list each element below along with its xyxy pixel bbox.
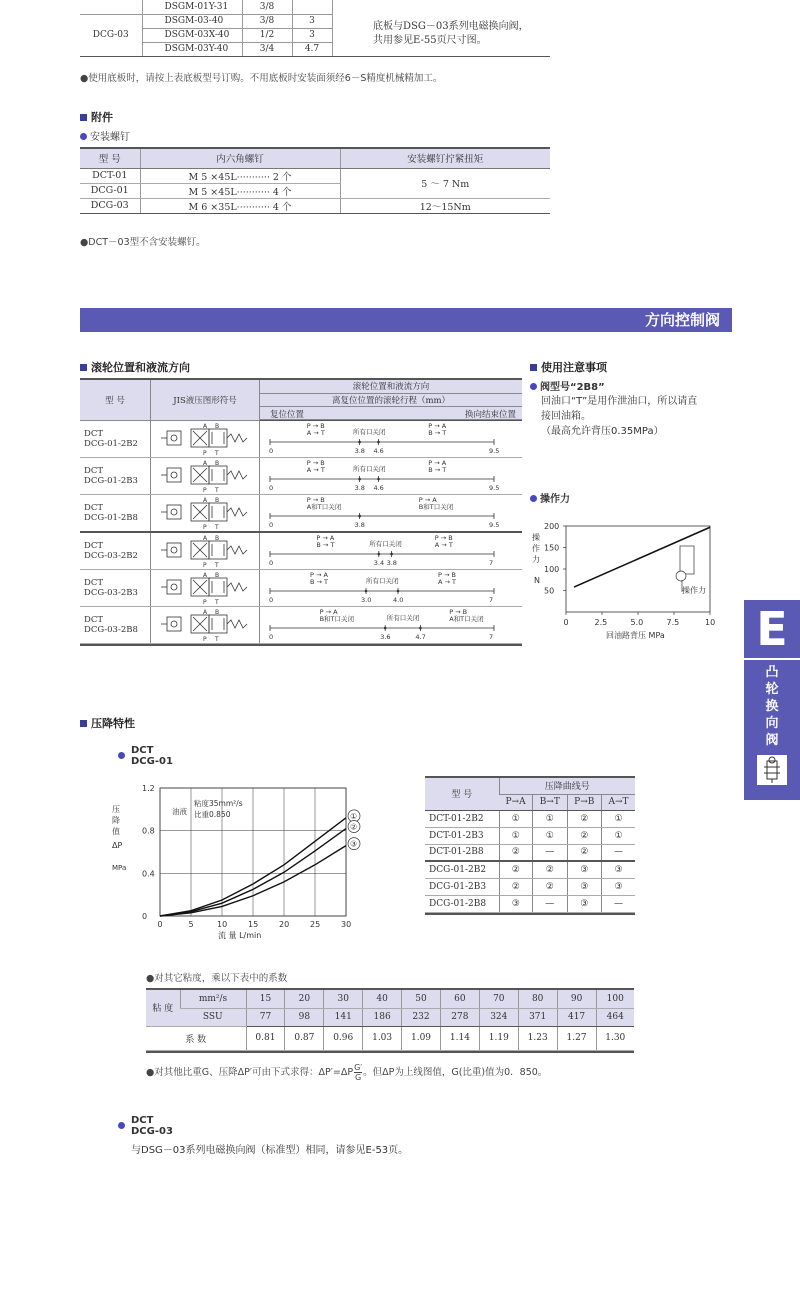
valve-sketch-icon: [680, 546, 694, 574]
svg-text:A → T: A → T: [306, 465, 325, 474]
pressure-drop-chart: [110, 780, 380, 945]
pd-ylabel-char: 值: [112, 827, 120, 836]
screw-note: ●DCT－03型不含安装螺钉。: [80, 237, 206, 248]
jis-symbol-icon: [151, 533, 259, 569]
table-row: SSU 77 98 141 186 232 278 324 371 417 464: [146, 1008, 634, 1026]
pd-density-label: 比重0.850: [194, 810, 231, 819]
svg-text:B: B: [215, 496, 220, 504]
svg-text:B和T口关闭: B和T口关闭: [319, 614, 355, 623]
pd-series-label: ①: [350, 811, 358, 821]
svg-text:4.6: 4.6: [373, 483, 384, 492]
pd-x-tick-label: 5: [188, 920, 194, 929]
roller-sketch-icon: [676, 571, 686, 581]
viscosity-table-block: [146, 988, 634, 1053]
svg-text:所有口关闭: 所有口关闭: [386, 613, 420, 622]
svg-text:B: B: [215, 422, 220, 430]
svg-text:A → T: A → T: [306, 428, 325, 437]
roller-header-positions: 复位位置 换向结束位置: [260, 406, 523, 419]
svg-text:T: T: [215, 449, 219, 457]
pd-ylabel-char: 压: [112, 805, 120, 814]
svg-text:A: A: [203, 496, 208, 504]
svg-text:B → T: B → T: [428, 428, 447, 437]
svg-text:P → A: P → A: [418, 495, 437, 504]
pd-x-tick-label: 0: [157, 920, 163, 929]
svg-text:9.5: 9.5: [489, 520, 500, 529]
roller-header-main: 滚轮位置和液流方向: [260, 380, 523, 393]
screw-header-torque: 安装螺钉拧紧扭矩: [340, 148, 550, 168]
table-row: DCT-01-2B8 ② — ② —: [425, 844, 635, 861]
svg-text:T: T: [215, 486, 219, 494]
bullet-dot-icon: [118, 1122, 125, 1129]
force-y-tick-label: 200: [544, 522, 560, 531]
viscosity-note: ●对其它粘度，乘以下表中的系数: [146, 973, 288, 984]
svg-text:P → A: P → A: [310, 570, 328, 579]
svg-text:P → A: P → A: [316, 533, 335, 542]
svg-text:P → A: P → A: [428, 458, 447, 467]
roller-row: DCT DCG-03-2B8 A B P T 0 3.6 4.7 7 P → A B和T口关闭 所有口关闭 P → B A和T口关闭: [80, 606, 522, 643]
formula-fraction: $\frac{G'}{G}$: [354, 1063, 363, 1082]
svg-text:4.6: 4.6: [373, 446, 384, 455]
roller-row: DCT DCG-03-2B2 A B P T 0 3.4 3.8 7 P → A B → T 所有口关闭 P → B A → T: [80, 532, 522, 570]
section-banner: 方向控制阀: [80, 308, 732, 332]
svg-text:P → B: P → B: [438, 570, 456, 579]
bullet-dot-icon: [80, 133, 87, 140]
pd-xlabel: 流 量 L/min: [218, 931, 262, 940]
remark-line-2: 共用参见E-55页尺寸图。: [373, 35, 487, 46]
pd-x-tick-label: 10: [217, 920, 228, 929]
svg-text:P → B: P → B: [306, 421, 325, 430]
table-row: DCG-01-2B8 ③ — ③ —: [425, 895, 635, 912]
jis-symbol-icon: [151, 570, 259, 606]
bullet-dot-icon: [530, 383, 537, 390]
stroke-diagram: [260, 533, 522, 569]
svg-text:B → T: B → T: [310, 577, 329, 586]
formula-note: ●对其他比重G、压降ΔP′可由下式求得：ΔP′=ΔP $\frac{G'}{G}$ 。但ΔP为上线图值，G(比重)值为0．850。: [146, 1063, 548, 1082]
roller-table: [80, 380, 522, 644]
force-title: 操作力: [530, 490, 570, 505]
svg-text:B: B: [215, 608, 220, 616]
svg-text:T: T: [215, 598, 219, 606]
accessories-subtitle: 安装螺钉: [80, 128, 130, 143]
curve-table: 型 号 压降曲线号 P→A B→T P→B A→T DCT-01-2B2 ① ① ② ① DCT-01-2B3 ① ① ② ① DCT-01-2B8 ② — ② — DCG-01-2B2 ② ② ③ ③ DCG-01-2B3 ② ② ③ ③ DCG-01-2B8 ③ — ③ —: [425, 778, 635, 913]
pd-visc-label: 粘度35mm²/s: [194, 799, 243, 808]
force-ylabel-char: 作: [532, 544, 540, 553]
force-y-tick-label: 50: [544, 586, 555, 596]
side-tab-text: 凸 轮 换 向 阀: [765, 665, 779, 748]
svg-text:7: 7: [489, 595, 494, 604]
stroke-diagram: [260, 607, 522, 643]
table-row: DSGM-01Y-31 3/8: [80, 0, 550, 14]
table-row: 粘 度 mm²/s 15 20 30 40 50 60 70 80 90 100: [146, 990, 634, 1008]
pd-series-label: ③: [350, 839, 358, 849]
force-chart: [526, 510, 732, 642]
section-square-icon: [530, 364, 537, 371]
svg-text:P: P: [203, 486, 207, 494]
force-ylabel-char: 力: [532, 555, 540, 564]
svg-text:P: P: [203, 561, 207, 569]
force-y-tick-label: 150: [544, 543, 560, 553]
svg-text:B: B: [215, 571, 220, 579]
svg-text:0: 0: [269, 558, 274, 567]
roller-row: DCT DCG-03-2B3 A B P T 0 3.0 4.0 7 P → A B → T 所有口关闭 P → B A → T: [80, 569, 522, 606]
pd-ylabel-char: 降: [112, 816, 120, 825]
svg-text:3.0: 3.0: [361, 595, 372, 604]
jis-symbol-icon: [151, 607, 259, 643]
svg-text:3.6: 3.6: [380, 632, 391, 641]
pd-y-tick-label: 0.8: [142, 826, 155, 836]
force-x-tick-label: 0: [563, 618, 569, 627]
bullet-dot-icon: [530, 495, 537, 502]
svg-text:A: A: [203, 608, 208, 616]
roller-header-symbol: JIS液压图形符号: [151, 380, 260, 420]
svg-text:P: P: [203, 449, 207, 457]
pd-oil-label: 油液: [172, 807, 187, 816]
base-plate-note: ●使用底板时，请按上表底板型号订购。不用底板时安装面须经6－S精度机械精加工。: [80, 73, 443, 84]
svg-text:B → T: B → T: [316, 540, 335, 549]
svg-text:4.0: 4.0: [393, 595, 404, 604]
force-xlabel: 回油路背压 MPa: [606, 631, 665, 640]
svg-text:P → B: P → B: [306, 495, 325, 504]
svg-text:P → A: P → A: [428, 421, 447, 430]
svg-text:P → A: P → A: [319, 607, 338, 616]
curve-table-block: [425, 776, 635, 915]
roller-header-sub: 离复位位置的滚轮行程（mm）: [260, 393, 523, 406]
force-ylabel-char: 操: [532, 533, 540, 542]
usage-title: 使用注意事项: [530, 359, 607, 375]
pd-x-tick-label: 15: [248, 920, 259, 929]
svg-text:A: A: [203, 534, 208, 542]
table-row: DCT-01-2B3 ① ① ② ①: [425, 827, 635, 844]
svg-text:P: P: [203, 523, 207, 531]
svg-text:所有口关闭: 所有口关闭: [366, 576, 399, 585]
svg-text:0: 0: [269, 595, 274, 604]
viscosity-table: [146, 990, 634, 1051]
screw-table: [80, 147, 550, 214]
dcg03-model-label: DCT DCG-03: [118, 1115, 173, 1137]
svg-text:P → B: P → B: [434, 533, 453, 542]
stroke-diagram: [260, 495, 522, 531]
svg-text:7: 7: [489, 558, 494, 567]
svg-text:7: 7: [489, 632, 494, 641]
roller-table-block: [80, 378, 522, 646]
section-square-icon: [80, 720, 87, 727]
jis-symbol-icon: [151, 421, 259, 457]
svg-text:B和T口关闭: B和T口关闭: [418, 502, 454, 511]
svg-text:A → T: A → T: [438, 577, 456, 586]
roller-row: DCT DCG-01-2B2 A B P T 0 3.8 4.6 9.5 P → B A → T 所有口关闭 P → A B → T: [80, 420, 522, 457]
svg-text:B: B: [215, 534, 220, 542]
screw-table-block: [80, 147, 550, 214]
svg-text:0: 0: [269, 520, 274, 529]
svg-text:A: A: [203, 422, 208, 430]
table-row: DCG-01-2B3 ② ② ③ ③: [425, 878, 635, 895]
svg-text:T: T: [215, 523, 219, 531]
svg-text:T: T: [215, 561, 219, 569]
svg-text:所有口关闭: 所有口关闭: [369, 539, 402, 548]
pd-y-tick-label: 1.2: [142, 784, 155, 793]
pd-y-tick-label: 0.4: [142, 869, 155, 879]
stroke-diagram: [260, 421, 522, 457]
roller-row: DCT DCG-01-2B3 A B P T 0 3.8 4.6 9.5 P → B A → T 所有口关闭 P → A B → T: [80, 457, 522, 494]
table-row: DCG-01-2B2 ② ② ③ ③: [425, 861, 635, 878]
table-row: DSGM-03X-40 1/2 3: [80, 28, 550, 42]
svg-text:A: A: [203, 571, 208, 579]
jis-symbol-icon: [151, 458, 259, 494]
svg-text:0: 0: [269, 446, 274, 455]
screw-header-screw: 内六角螺钉: [140, 148, 340, 168]
pd-ysymbol: ΔP: [112, 841, 123, 850]
table-row: DCG-01 M 5 ×45L··········· 4 个: [80, 183, 550, 198]
svg-text:0: 0: [269, 483, 274, 492]
force-x-tick-label: 2.5: [594, 618, 608, 627]
stroke-diagram: [260, 458, 522, 494]
table-row: DSGM-03Y-40 3/4 4.7: [80, 42, 550, 56]
dcg03-text: 与DSG－03系列电磁换向阀（标准型）相同，请参见E-53页。: [131, 1145, 409, 1156]
svg-text:B → T: B → T: [428, 465, 447, 474]
pd-x-tick-label: 25: [310, 920, 321, 929]
pd-x-tick-label: 30: [341, 920, 352, 929]
bullet-dot-icon: [118, 752, 125, 759]
svg-text:B: B: [215, 459, 220, 467]
table-row: DCG-03 DSGM-03-40 3/8 3: [80, 14, 550, 28]
pd-x-tick-label: 20: [279, 920, 290, 929]
side-tab-letter: E: [756, 602, 788, 656]
force-yunit: N: [534, 576, 540, 585]
force-callout: 操作力: [682, 586, 706, 595]
force-x-tick-label: 7.5: [666, 618, 680, 627]
svg-text:3.4: 3.4: [373, 558, 385, 567]
section-square-icon: [80, 364, 87, 371]
usage-text: 回油口“T”是用作泄油口，所以请直 接回油箱。 （最高允许背压0.35MPa）: [541, 396, 698, 437]
svg-text:所有口关闭: 所有口关闭: [353, 427, 386, 436]
accessories-title: 附件: [80, 109, 113, 125]
svg-text:T: T: [215, 635, 219, 643]
svg-text:9.5: 9.5: [489, 446, 500, 455]
force-y-tick-label: 100: [544, 565, 560, 574]
svg-text:3.8: 3.8: [354, 446, 365, 455]
force-x-tick-label: 10: [705, 618, 716, 627]
svg-text:P: P: [203, 598, 207, 606]
svg-text:A和T口关闭: A和T口关闭: [306, 502, 342, 511]
svg-text:3.8: 3.8: [354, 483, 365, 492]
svg-text:P: P: [203, 635, 207, 643]
base-plate-remark: [373, 20, 529, 48]
svg-text:3.8: 3.8: [354, 520, 365, 529]
svg-text:P → B: P → B: [306, 458, 325, 467]
svg-text:3.8: 3.8: [386, 558, 397, 567]
svg-text:4.7: 4.7: [415, 632, 426, 641]
svg-text:A和T口关闭: A和T口关闭: [449, 614, 484, 623]
stroke-diagram: [260, 570, 522, 606]
pressure-drop-title: 压降特性: [80, 715, 135, 731]
roller-section-title: 滚轮位置和液流方向: [80, 359, 190, 375]
svg-text:9.5: 9.5: [489, 483, 500, 492]
table-row: DCT-01-2B2 ① ① ② ①: [425, 810, 635, 827]
pd-yunit: MPa: [112, 864, 127, 872]
table-row: DCG-03 M 6 ×35L··········· 4 个 12～15Nm: [80, 198, 550, 213]
cam-valve-icon: [757, 755, 787, 785]
svg-text:0: 0: [269, 632, 274, 641]
pd-y-tick-label: 0: [142, 912, 148, 921]
table-row: DCT-01 M 5 ×45L··········· 2 个 5 ～ 7 Nm: [80, 168, 550, 183]
curve-header-model: 型 号: [425, 778, 499, 810]
svg-text:所有口关闭: 所有口关闭: [353, 464, 386, 473]
svg-text:P → B: P → B: [449, 607, 468, 616]
section-square-icon: [80, 114, 87, 121]
table-row: 系 数 0.81 0.87 0.96 1.03 1.09 1.14 1.19 1.23 1.27 1.30: [146, 1026, 634, 1050]
svg-text:A → T: A → T: [434, 540, 453, 549]
curve-header-main: 压降曲线号: [499, 778, 635, 794]
pd-model-label: DCT DCG-01: [118, 745, 173, 767]
force-x-tick-label: 5.0: [630, 618, 644, 627]
screw-header-model: 型 号: [80, 148, 140, 168]
roller-row: DCT DCG-01-2B8 A B P T 0 3.8 9.5 P → B A和T口关闭 P → A B和T口关闭: [80, 494, 522, 532]
roller-header-model: 型 号: [80, 380, 151, 420]
remark-line-1: 底板与DSG－03系列电磁换向阀，: [373, 21, 529, 32]
side-tab: [744, 600, 800, 800]
pd-series-label: ②: [350, 822, 358, 832]
usage-subtitle: 阀型号“2B8”: [530, 378, 605, 393]
svg-text:A: A: [203, 459, 208, 467]
jis-symbol-icon: [151, 495, 259, 531]
